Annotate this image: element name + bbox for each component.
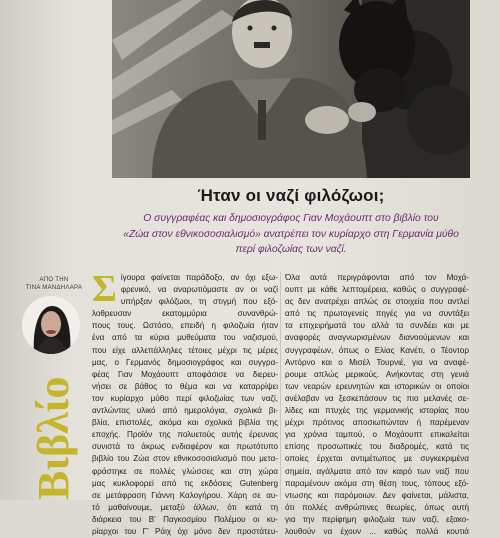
article-text-line: φέας Γιαν Μοχάουπτ αποφάσισε να διερευ- (92, 369, 278, 379)
author-prefix: ΑΠΟ ΤΗΝ (39, 277, 69, 283)
article-standfirst (118, 211, 464, 258)
article-text-line: λουθούν να έχουν ... καθώς πολλά κουτιά (285, 526, 469, 536)
article-text-line: τον κυρίαρχο μύθο περί φιλοζωίας των ναζί, (92, 393, 278, 403)
author-avatar (22, 296, 80, 354)
article-text-line: ότι πολλές ανθρώπινες θεωρίες, όπως αυτή (285, 502, 469, 512)
column-divider (280, 272, 281, 500)
article-text-line: των νεαρών ερευνητών και ιστορικών οι οποίοι (285, 381, 469, 391)
standfirst-line: Ο συγγραφέας και δημοσιογράφος Γιαν Μοχάουπτ στο βιβλίο του (143, 213, 439, 224)
section-label (22, 360, 82, 500)
article-text-line: επίσης προσωπικές του διαδρομές, κατά τις (285, 442, 469, 452)
standfirst-line: «Ζώα στον εθνικοσοσιαλισμό» ανατρέπει τον κυρίαρχο στη Γερμανία μύθο (123, 228, 459, 240)
article-text-line: ρουμε απλώς μερικούς. Ανήκοντας στη γενιά (285, 369, 469, 379)
author-byline (14, 276, 94, 292)
article-text-line: παραμένουν ακόμα στη θέση τους, τόπους εξό- (285, 478, 469, 488)
article-column-2 (285, 272, 469, 538)
article-text-line: σημεία, αγάλματα από τον καιρό των ναζί που (285, 466, 469, 476)
article-text-line: φρενικό, να αναρωτιόμαστε αν οι ναζί (120, 285, 278, 295)
article-text-line: μας, ο Γερμανός δημοσιογράφος και συγγρα- (92, 357, 278, 367)
article-text-line: ίγουρα φαίνεται παράδοξο, αν όχι εξω- (120, 273, 278, 282)
article-text-line: τα επιχειρήματά του αλλά τα συνδέει και με (285, 321, 469, 331)
article-text-line: ας δεν ανατρέχει απλώς σε στοιχεία που αντλεί (285, 297, 469, 307)
article-headline: Ήταν οι ναζί φιλόζωοι; (197, 186, 385, 205)
author-portrait-illustration (22, 296, 80, 354)
article-text-line: Όλα αυτά περιγράφονται από τον Μοχά- (285, 273, 469, 282)
author-name: ΤΙΝΑ ΜΑΝΔΗΛΑΡΑ (25, 285, 83, 291)
article-text-line: συγγραφέων, όπως ο Ελίας Κανέτι, ο Τέοντορ (285, 345, 469, 355)
article-text-line: πους τους. Ωστόσο, επειδή η φιλοζωία ήταν (92, 321, 278, 331)
article-text-line: λοθρευσαν εκατομμύρια συνανθρώ- (92, 309, 278, 319)
article-text-line: λίδες και πτυχές της γερμανικής ιστορίας που (285, 406, 469, 416)
section-label-text: Βιβλίο (29, 376, 78, 500)
article-text-line: Αντόρνο και ο Μισέλ Τουρνιέ, για να αναφέ- (285, 357, 469, 367)
article-text-line: τό μαθαίνουμε, μεταξύ άλλων, ότι κατά τη (92, 502, 278, 512)
article-text-line: βλία, επιστολές, ακόμα και σχολικά βιβλία της (92, 418, 278, 428)
article-column-1 (92, 268, 278, 538)
column-1-body (92, 268, 278, 538)
article-text-line: ανέλαβαν να ξεσκεπάσουν τις πιο μελανές σε- (285, 393, 469, 403)
photo-illustration (112, 0, 470, 178)
article-text-line: βιβλίο του Ζώα στον εθνικοσοσιαλισμό που μετα- (92, 454, 278, 464)
article-text-line: αντλώντας υλικό από ημερολόγια, σχολικά βι- (92, 406, 278, 416)
article-text-line: αναφορές αναγνωρισμένων διανοούμενων και (285, 333, 469, 343)
article-text-line: φράστηκε σε πολλές γλώσσες και στη χώρα (92, 466, 278, 476)
column-2-body (285, 272, 469, 538)
article-text-line: για την περίφημη φιλοζωία των ναζί, εξακο- (285, 514, 469, 524)
article-text-line: για χρόνια ταμπού, ο Μοχάουπτ επικαλείται (285, 430, 469, 440)
article-text-line: διάρκεια του Β' Παγκοσμίου Πολέμου οι κυ- (92, 514, 278, 524)
article-text-line: ένα από τα κύρια μυθεύματα του ναζισμού, (92, 333, 278, 343)
standfirst-line: περί φιλοζωίας των ναζί. (235, 244, 347, 255)
section-label-graphic (22, 360, 82, 500)
article-text-line: υπήρξαν φιλόζωοι, τη στιγμή που εξό- (120, 297, 278, 307)
article-text-line: που είχε αλλεπάλληλες τέτοιες μέχρι τις μέρες (92, 345, 278, 355)
article-text-line: από τις πρωτογενείς πηγές για να συντάξει (285, 309, 469, 319)
article-text-line: σε μετάφραση Γιάννη Καλογήρου. Χάρη σε αυ- (92, 490, 278, 500)
article-text-line: ρίαρχοι του Γ' Ράιχ όχι μόνο δεν προστάτευ- (92, 526, 278, 536)
article-text-line: μας κυκλοφορεί από τις εκδόσεις Gutenberg (92, 478, 278, 488)
historical-photo (112, 0, 470, 178)
article-text-line: ουπτ με κάθε λεπτομέρεια, καθώς ο συγγραφέ- (285, 285, 469, 295)
article-text-line: μέχρι πρότινος αποσιωπώνταν ή παρέμεναν (285, 418, 469, 428)
article-text-line: συνιστά το άκρως ενδιαφέρον και πρωτότυπο (92, 442, 278, 452)
article-text-line: νήσει σε βάθος το θέμα και να καταρρίψει (92, 381, 278, 391)
article-text-line: εποχής. Προϊόν της πολυετούς αυτής έρευνας (92, 430, 278, 440)
article-text-line: ντωσης και παρόμοιων. Δεν φαίνεται, μάλιστα, (285, 490, 469, 500)
article-text-line: οποίες έρχεται αντιμέτωπος με συγκεκριμένα (285, 454, 469, 464)
drop-cap: Σ (92, 268, 117, 310)
